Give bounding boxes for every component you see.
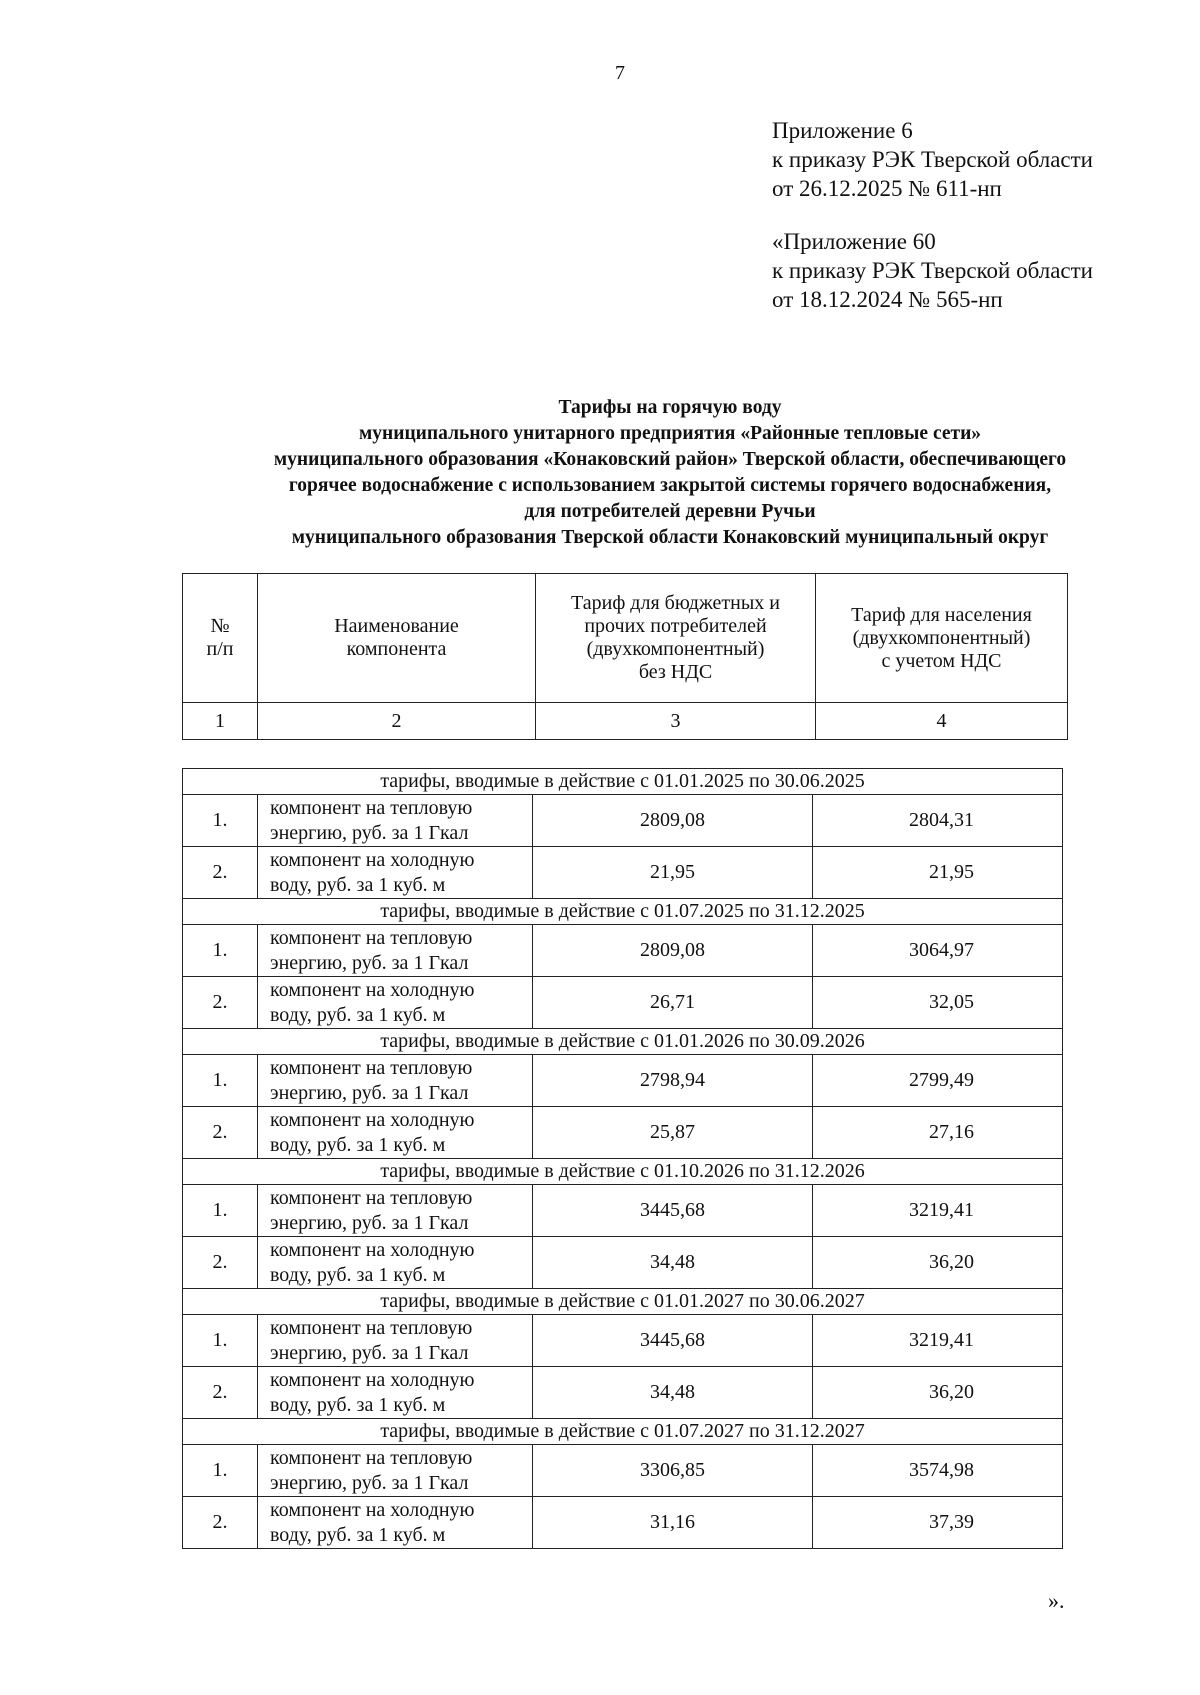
component-name	[258, 847, 533, 899]
table-row	[183, 925, 1063, 977]
component-name	[258, 1367, 533, 1419]
component-name-line: энергию, руб. за 1 Гкал	[270, 821, 469, 844]
budget-tariff-value: 3306,85	[533, 1445, 813, 1497]
population-tariff-value: 36,20	[813, 1237, 1063, 1289]
table-row	[183, 1107, 1063, 1159]
header-cell-number: № п/п	[183, 574, 258, 703]
table-row	[183, 1367, 1063, 1419]
row-number: 1.	[183, 1055, 258, 1107]
table-row	[183, 1315, 1063, 1367]
component-name-line: воду, руб. за 1 куб. м	[270, 1003, 446, 1026]
row-number: 1.	[183, 1315, 258, 1367]
title-line: горячее водоснабжение с использованием закрытой системы горячего водоснабжения,	[288, 475, 1052, 496]
appendix-reference-current	[772, 116, 1093, 203]
header-row	[183, 574, 1068, 703]
row-number: 1.	[183, 1185, 258, 1237]
row-number: 2.	[183, 847, 258, 899]
period-header-row	[183, 899, 1063, 925]
row-number: 2.	[183, 977, 258, 1029]
component-name-line: компонент на холодную	[270, 1368, 475, 1391]
table-row	[183, 1185, 1063, 1237]
population-tariff-value: 3219,41	[813, 1185, 1063, 1237]
component-name	[258, 1445, 533, 1497]
component-name	[258, 795, 533, 847]
budget-tariff-value: 2798,94	[533, 1055, 813, 1107]
period-header-row	[183, 1159, 1063, 1185]
period-label: тарифы, вводимые в действие с 01.01.2025 по 30.06.2025	[183, 769, 1063, 795]
title-line: для потребителей деревни Ручьи	[524, 501, 816, 522]
component-name-line: компонент на тепловую	[270, 926, 473, 949]
budget-tariff-value: 25,87	[533, 1107, 813, 1159]
appendix-line: от 26.12.2025 № 611-нп	[772, 176, 1002, 201]
component-name-line: воду, руб. за 1 куб. м	[270, 873, 446, 896]
header-cell-population-tariff: Тариф для населения (двухкомпонентный) с учетом НДС	[816, 574, 1068, 703]
table-row	[183, 1237, 1063, 1289]
component-name-line: энергию, руб. за 1 Гкал	[270, 1341, 469, 1364]
row-number: 2.	[183, 1107, 258, 1159]
budget-tariff-value: 26,71	[533, 977, 813, 1029]
component-name-line: компонент на холодную	[270, 848, 475, 871]
population-tariff-value: 27,16	[813, 1107, 1063, 1159]
population-tariff-value: 37,39	[813, 1497, 1063, 1549]
table-row	[183, 795, 1063, 847]
header-cell-component-name: Наименование компонента	[258, 574, 536, 703]
budget-tariff-value: 2809,08	[533, 925, 813, 977]
period-header-row	[183, 1289, 1063, 1315]
title-line: Тарифы на горячую воду	[558, 397, 782, 418]
population-tariff-value: 3219,41	[813, 1315, 1063, 1367]
budget-tariff-value: 31,16	[533, 1497, 813, 1549]
page-number: 7	[615, 62, 625, 84]
title-line: муниципального образования «Конаковский район» Тверской области, обеспечивающего	[273, 449, 1067, 470]
component-name	[258, 1107, 533, 1159]
component-name	[258, 977, 533, 1029]
component-name	[258, 1237, 533, 1289]
period-header-row	[183, 1419, 1063, 1445]
title-line: муниципального образования Тверской области Конаковский муниципальный округ	[291, 527, 1049, 548]
appendix-line: к приказу РЭК Тверской области	[772, 258, 1093, 283]
row-number: 2.	[183, 1237, 258, 1289]
component-name-line: воду, руб. за 1 куб. м	[270, 1523, 446, 1546]
component-name-line: компонент на тепловую	[270, 1186, 473, 1209]
budget-tariff-value: 3445,68	[533, 1185, 813, 1237]
column-number-cell: 2	[258, 703, 536, 740]
component-name	[258, 925, 533, 977]
population-tariff-value: 21,95	[813, 847, 1063, 899]
component-name-line: компонент на тепловую	[270, 796, 473, 819]
appendix-line: Приложение 6	[772, 118, 913, 143]
row-number: 1.	[183, 795, 258, 847]
population-tariff-value: 2799,49	[813, 1055, 1063, 1107]
period-header-row	[183, 769, 1063, 795]
component-name-line: компонент на тепловую	[270, 1316, 473, 1339]
budget-tariff-value: 34,48	[533, 1367, 813, 1419]
period-label: тарифы, вводимые в действие с 01.10.2026 по 31.12.2026	[183, 1159, 1063, 1185]
row-number: 1.	[183, 1445, 258, 1497]
period-label: тарифы, вводимые в действие с 01.07.2027 по 31.12.2027	[183, 1419, 1063, 1445]
component-name-line: компонент на холодную	[270, 978, 475, 1001]
table-row	[183, 977, 1063, 1029]
column-number-cell: 3	[536, 703, 816, 740]
appendix-line: «Приложение 60	[772, 229, 936, 254]
budget-tariff-value: 21,95	[533, 847, 813, 899]
period-header-row	[183, 1029, 1063, 1055]
column-number-cell: 4	[816, 703, 1068, 740]
component-name-line: энергию, руб. за 1 Гкал	[270, 1211, 469, 1234]
component-name	[258, 1315, 533, 1367]
population-tariff-value: 36,20	[813, 1367, 1063, 1419]
component-name-line: компонент на тепловую	[270, 1056, 473, 1079]
period-label: тарифы, вводимые в действие с 01.01.2026 по 30.09.2026	[183, 1029, 1063, 1055]
population-tariff-value: 32,05	[813, 977, 1063, 1029]
period-label: тарифы, вводимые в действие с 01.01.2027 по 30.06.2027	[183, 1289, 1063, 1315]
population-tariff-value: 3574,98	[813, 1445, 1063, 1497]
column-number-cell: 1	[183, 703, 258, 740]
closing-quote: ».	[1048, 1588, 1065, 1613]
appendix-reference-original	[772, 227, 1093, 314]
budget-tariff-value: 3445,68	[533, 1315, 813, 1367]
component-name-line: энергию, руб. за 1 Гкал	[270, 951, 469, 974]
row-number: 2.	[183, 1367, 258, 1419]
row-number: 2.	[183, 1497, 258, 1549]
document-title	[100, 395, 1200, 551]
title-line: муниципального унитарного предприятия «Районные тепловые сети»	[358, 423, 982, 444]
component-name-line: воду, руб. за 1 куб. м	[270, 1263, 446, 1286]
appendix-line: к приказу РЭК Тверской области	[772, 147, 1093, 172]
table-row	[183, 1445, 1063, 1497]
component-name-line: энергию, руб. за 1 Гкал	[270, 1471, 469, 1494]
appendix-line: от 18.12.2024 № 565-нп	[772, 287, 1003, 312]
table-row	[183, 1497, 1063, 1549]
row-number: 1.	[183, 925, 258, 977]
tariff-data-body	[183, 769, 1063, 1549]
component-name	[258, 1185, 533, 1237]
period-label: тарифы, вводимые в действие с 01.07.2025 по 31.12.2025	[183, 899, 1063, 925]
table-row	[183, 1055, 1063, 1107]
component-name	[258, 1497, 533, 1549]
column-number-row	[183, 703, 1068, 740]
tariff-data-table	[182, 768, 1063, 1549]
component-name-line: воду, руб. за 1 куб. м	[270, 1393, 446, 1416]
budget-tariff-value: 2809,08	[533, 795, 813, 847]
component-name-line: компонент на холодную	[270, 1498, 475, 1521]
table-row	[183, 847, 1063, 899]
header-cell-budget-tariff: Тариф для бюджетных и прочих потребителей (двухкомпонентный) без НДС	[536, 574, 816, 703]
budget-tariff-value: 34,48	[533, 1237, 813, 1289]
component-name-line: энергию, руб. за 1 Гкал	[270, 1081, 469, 1104]
component-name-line: компонент на холодную	[270, 1108, 475, 1131]
component-name-line: воду, руб. за 1 куб. м	[270, 1133, 446, 1156]
component-name-line: компонент на тепловую	[270, 1446, 473, 1469]
population-tariff-value: 3064,97	[813, 925, 1063, 977]
tariff-header-table	[182, 573, 1068, 740]
component-name-line: компонент на холодную	[270, 1238, 475, 1261]
component-name	[258, 1055, 533, 1107]
population-tariff-value: 2804,31	[813, 795, 1063, 847]
